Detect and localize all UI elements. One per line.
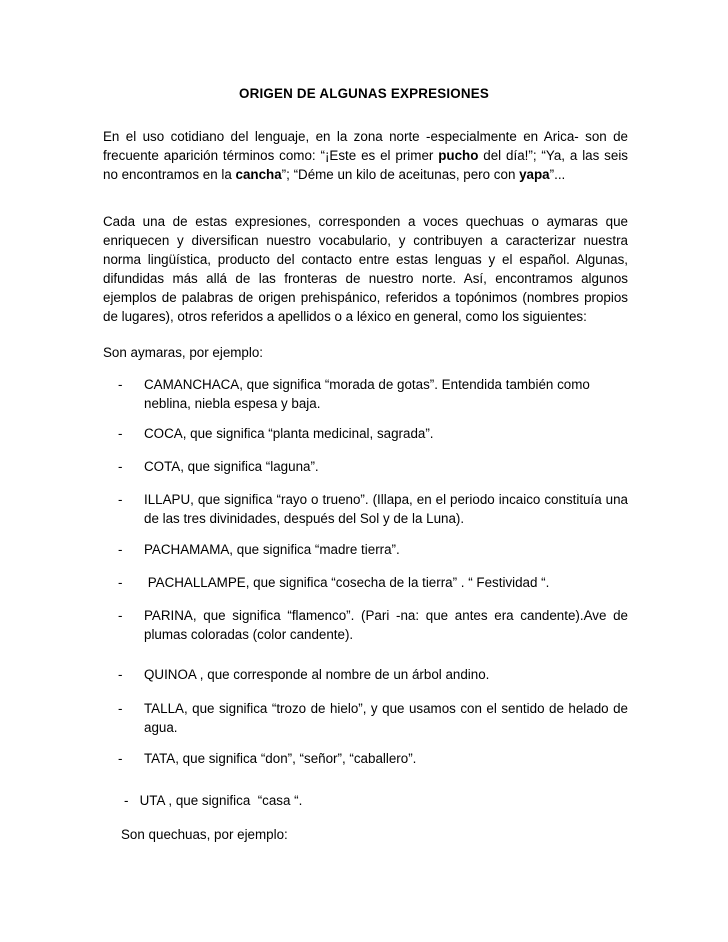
list-item-text: COTA, que significa “laguna”. [144,459,319,474]
list-item [118,665,628,684]
uta-item: - UTA , que significa “casa “. [124,793,303,808]
page-title: ORIGEN DE ALGUNAS EXPRESIONES [238,86,490,101]
list-item [118,749,628,768]
intro-text-1: En el uso cotidiano del lenguaje, en la zona norte -especialmente en Arica- son de frecuente aparición términos como: “¡Este es el primer [103,129,628,163]
list-dash: - [118,701,123,716]
list-item [118,375,628,413]
list-dash: - [118,575,123,590]
list-item-text: TATA, que significa “don”, “señor”, “caballero”. [144,751,417,766]
intro-text-2: del día!”; “Ya, a las seis no encontramos en la [103,148,628,182]
intro-text-4: ”... [549,167,566,182]
list-item-text: PACHAMAMA, que significa “madre tierra”. [144,542,400,557]
list-dash: - [118,492,123,507]
list-dash: - [118,426,123,441]
list-dash: - [118,542,123,557]
list-dash: - [118,751,123,766]
aymaras-intro: Son aymaras, por ejemplo: [103,345,264,360]
list-dash: - [118,608,123,623]
list-item-text: ILLAPU, que significa “rayo o trueno”. (Illapa, en el periodo incaico constituía una de las tres divinidades, después del Sol y de la Luna). [144,492,628,526]
list-dash: - [118,667,123,682]
term-pucho: pucho [438,148,479,163]
list-item-text: TALLA, que significa “trozo de hielo”, y que usamos con el sentido de helado de agua. [144,701,628,735]
list-item [118,573,628,592]
intro-text-3: ”; “Déme un kilo de aceitunas, pero con [281,167,520,182]
list-item-text: COCA, que significa “planta medicinal, sagrada”. [144,426,434,441]
list-item-text: QUINOA , que corresponde al nombre de un árbol andino. [144,667,490,682]
list-item-text: PARINA, que significa “flamenco”. (Pari -na: que antes era candente).Ave de plumas coloradas (color candente). [144,608,628,642]
list-dash: - [118,459,123,474]
list-item [118,457,628,476]
list-item-text: CAMANCHACA, que significa “morada de gotas”. Entendida también como neblina, niebla espesa y baja. [144,377,590,411]
list-item-text: PACHALLAMPE, que significa “cosecha de la tierra” . “ Festividad “. [144,575,550,590]
list-dash: - [118,377,123,392]
term-yapa: yapa [519,167,550,182]
list-item [118,490,628,528]
intro-paragraph [103,127,628,184]
term-cancha: cancha [235,167,282,182]
list-item [118,540,628,559]
list-item [118,699,628,737]
body-paragraph: Cada una de estas expresiones, corresponden a voces quechuas o aymaras que enriquecen y diversifican nuestro vocabulario, y contribuyen a caracterizar nuestra norma lingüística, producto del contacto entre estas lenguas y el español. Algunas, difundidas más allá de las fronteras de nuestro norte. Así, encontramos algunos ejemplos de palabras de origen prehispánico, referidos a topónimos (nombres propios de lugares), otros referidos a apellidos o a léxico en general, como los siguientes: [103,214,628,324]
quechuas-intro: Son quechuas, por ejemplo: [121,827,288,842]
list-item [118,606,628,644]
list-item [118,424,628,443]
